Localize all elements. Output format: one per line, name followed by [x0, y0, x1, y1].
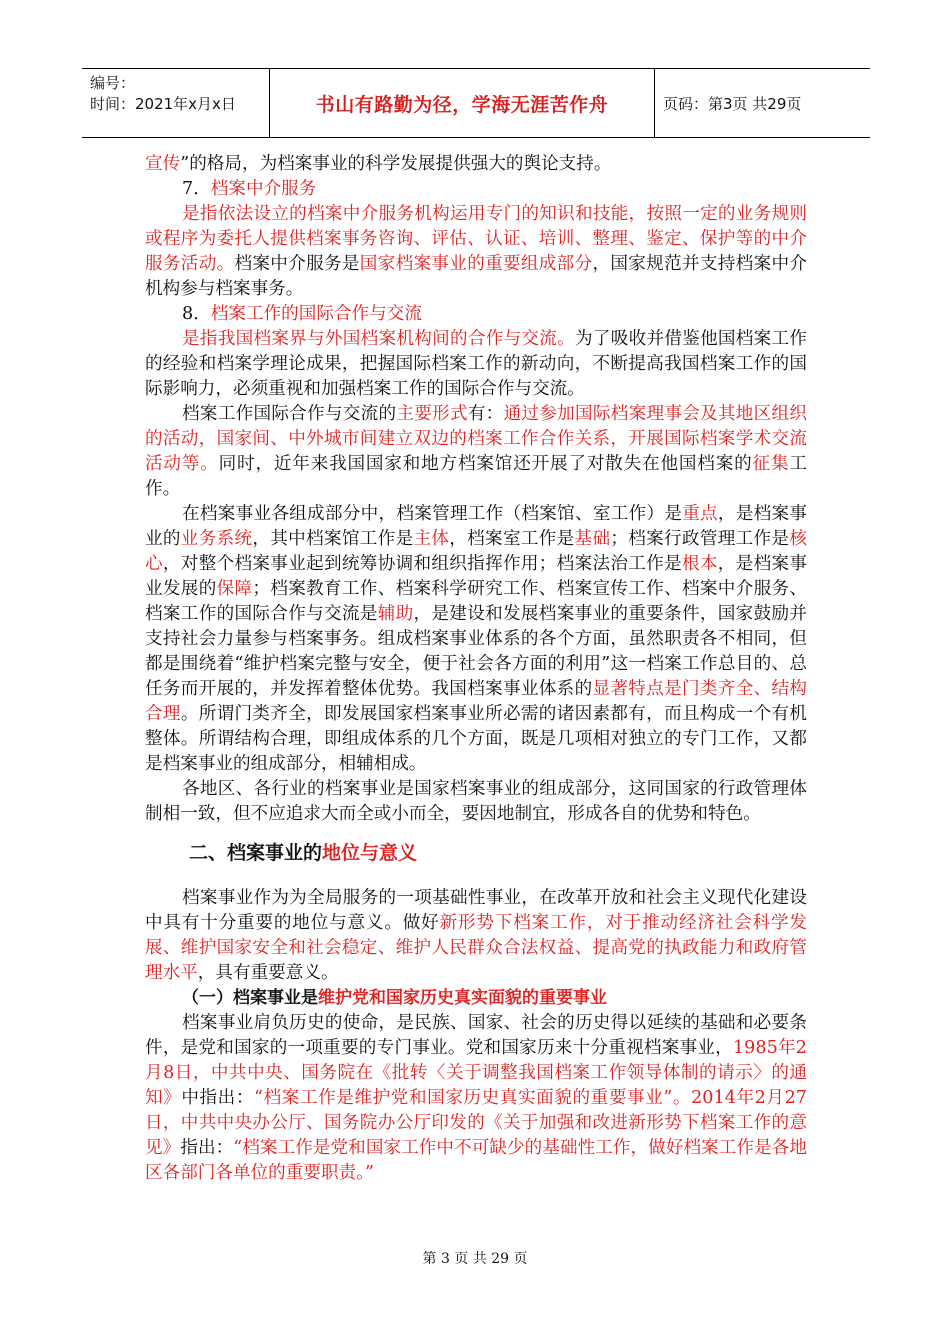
- paragraph-significance: [145, 886, 807, 986]
- text-run: ，国家规范并支持档案中介机构参与档案事务。: [145, 254, 807, 299]
- text-run: 二、档案事业的: [189, 842, 323, 864]
- highlighted-text: “档案工作是党和国家工作中不可缺少的基础性工作，做好档案工作是各地区各部门各单位的重要职责。”: [145, 1138, 807, 1183]
- document-body: [145, 152, 807, 1186]
- page-footer: 第 3 页 共 29 页: [422, 1251, 528, 1267]
- highlighted-text: 新形势下档案工作，对于推动经济社会科学发展、维护国家安全和社会稳定、维护人民群众合法权益、提高党的执政能力和政府管理水平: [145, 913, 807, 983]
- text-run: ，档案室工作是: [449, 529, 575, 549]
- text-run: 为了吸收并借鉴他国档案工作的经验和档案学理论成果，把握国际档案工作的新动向，不断提高我国档案工作的国际影响力，必须重视和加强档案工作的国际合作与交流。: [145, 329, 807, 399]
- text-run: ，具有重要意义。: [197, 963, 339, 983]
- highlighted-text: 是指我国档案界与外国档案机构间的合作与交流。: [182, 329, 576, 349]
- paragraph-international: [145, 402, 807, 502]
- highlighted-text: 通过参加国际档案理事会及其地区组织的活动，国家间、中外城市间建立双边的档案工作合作关系，开展国际档案学术交流活动等。: [145, 404, 807, 474]
- highlighted-text: 主体: [413, 529, 450, 549]
- text-run: 有：: [467, 404, 504, 424]
- text-run: ，其中档案馆工作是: [252, 529, 414, 549]
- paragraph-continuation: [145, 152, 807, 177]
- motto: 书山有路勤为径，学海无涯苦作舟: [270, 69, 655, 137]
- highlighted-text: 国家档案事业的重要组成部分: [359, 254, 593, 274]
- text-run: ，对整个档案事业起到统筹协调和组织指挥作用；档案法治工作是: [162, 554, 682, 574]
- heading-8: [145, 302, 807, 327]
- subsection-heading: [145, 986, 807, 1011]
- text-run: ；档案行政管理工作是: [610, 529, 790, 549]
- paragraph-history: [145, 1011, 807, 1186]
- highlighted-text: 征集: [752, 454, 790, 474]
- highlighted-text: 维护党和国家历史真实面貌的重要事业: [318, 988, 607, 1008]
- text-run: ，是建设和发展档案事业的重要条件，国家鼓励并支持社会力量参与档案事务。组成档案事业体系的各个方面，虽然职责各不相同，但都是围绕着“维护档案完整与安全，便于社会各方面的利用”这一档案工作总目的、总任务而开展的，并发挥着整体优势。我国档案事业体系的: [145, 604, 807, 699]
- highlighted-text: 业务系统: [180, 529, 253, 549]
- highlighted-text: 保障: [216, 579, 253, 599]
- text-run: 。所谓门类齐全，即发展国家档案事业所必需的诸因素都有，而且构成一个有机整体。所谓结构合理，即组成体系的几个方面，既是几项相对独立的专门工作，又都是档案事业的组成部分，相辅相成。: [145, 704, 807, 774]
- text-run: 档案工作国际合作与交流的: [182, 404, 397, 424]
- highlighted-text: “档案工作是维护党和国家历史真实面貌的重要事业”。2014年2月27日，中共中央办公厅、国务院办公厅印发的《关于加强和改进新形势下档案工作的意见》: [145, 1088, 807, 1158]
- text-run: 档案中介服务是: [234, 254, 360, 274]
- highlighted-text: 是指依法设立的档案中介服务机构运用专门的知识和技能，按照一定的业务规则或程序为委托人提供档案事务咨询、评估、认证、培训、整理、鉴定、保护等的中介服务活动。: [145, 204, 807, 274]
- text-run: 指出：: [180, 1138, 234, 1158]
- text-run: 同时，近年来我国国家和地方档案馆还开展了对散失在他国档案的: [218, 454, 753, 474]
- paragraph-8: [145, 327, 807, 402]
- paragraph-regional: [145, 777, 807, 827]
- paragraph-7: [145, 202, 807, 302]
- highlighted-text: 地位与意义: [322, 842, 418, 864]
- text-run: 8．: [182, 304, 211, 324]
- page-info: 页码：第3页 共29页: [663, 94, 802, 113]
- text-run: （一）档案事业是: [182, 988, 318, 1008]
- text-run: 档案事业肩负历史的使命，是民族、国家、社会的历史得以延续的基础和必要条件，是党和国家的一项重要的专门事业。党和国家历来十分重视档案事业，: [145, 1013, 807, 1058]
- header-meta: [82, 69, 270, 137]
- highlighted-text: 档案工作的国际合作与交流: [210, 304, 422, 324]
- highlighted-text: 档案中介服务: [210, 179, 317, 199]
- number-label: 编号：: [90, 74, 136, 92]
- text-run: 工作。: [145, 454, 807, 499]
- text-run: ；档案教育工作、档案科学研究工作、档案宣传工作、档案中介服务、档案工作的国际合作与交流是: [145, 579, 807, 624]
- text-run: ，是档案事业的: [145, 504, 807, 549]
- text-run: ，是档案事业发展的: [145, 554, 807, 599]
- text-run: ”的格局，为档案事业的科学发展提供强大的舆论支持。: [180, 154, 612, 174]
- highlighted-text: 根本: [681, 554, 718, 574]
- highlighted-text: 1985年2月8日，中共中央、国务院在《批转〈关于调整我国档案工作领导体制的请示〉的通知》: [145, 1038, 807, 1108]
- text-run: 中指出：: [181, 1088, 255, 1108]
- time-label: 时间：2021年x月x日: [90, 95, 236, 113]
- highlighted-text: 重点: [682, 504, 718, 524]
- text-run: 各地区、各行业的档案事业是国家档案事业的组成部分，这同国家的行政管理体制相一致，但不应追求大而全或小而全，要因地制宜，形成各自的优势和特色。: [145, 779, 807, 824]
- text-run: 7．: [182, 179, 211, 199]
- text-run: 档案事业作为为全局服务的一项基础性事业，在改革开放和社会主义现代化建设中具有十分重要的地位与意义。做好: [145, 888, 807, 933]
- heading-7: [145, 177, 807, 202]
- paragraph-components: [145, 502, 807, 777]
- highlighted-text: 核心: [145, 529, 807, 574]
- text-run: 在档案事业各组成部分中，档案管理工作（档案馆、室工作）是: [182, 504, 683, 524]
- highlighted-text: 主要形式: [396, 404, 468, 424]
- highlighted-text: 宣传: [145, 154, 181, 174]
- section-heading: [189, 841, 807, 866]
- highlighted-text: 辅助: [377, 604, 414, 624]
- highlighted-text: 显著特点是门类齐全、结构合理: [145, 679, 807, 724]
- highlighted-text: 基础: [574, 529, 611, 549]
- page-header: [82, 68, 870, 138]
